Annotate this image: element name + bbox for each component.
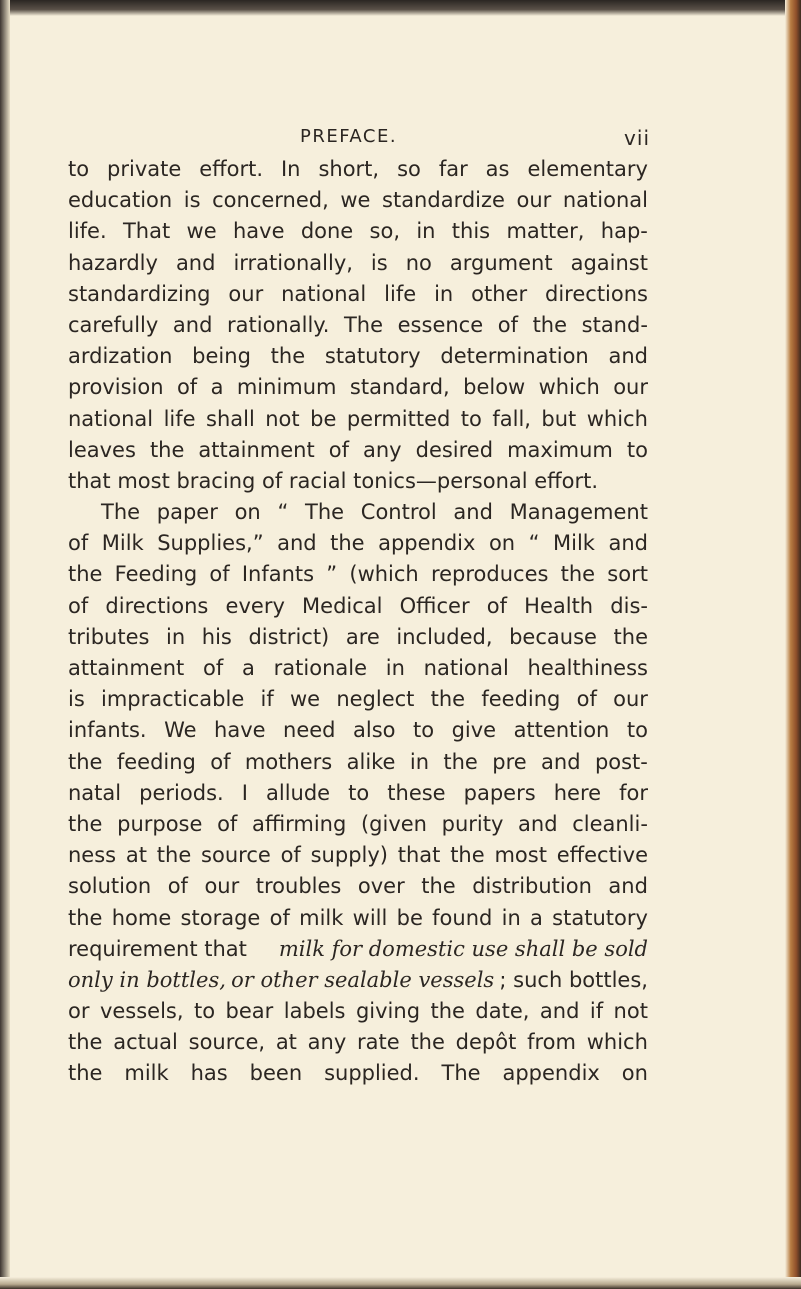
page-number: vii bbox=[624, 126, 650, 150]
text-line: natal periods. I allude to these papers here for bbox=[68, 780, 648, 805]
text-line: ardization being the statutory determination and bbox=[68, 344, 648, 369]
text-line: life. That we have done so, in this matter, hap- bbox=[68, 219, 648, 244]
running-head bbox=[300, 116, 660, 148]
text-line-mixed: only in bottles, or other sealable vessels ; such bottles, bbox=[68, 965, 648, 996]
emphasis-text: only in bottles, bbox=[68, 967, 226, 992]
text-line: ness at the source of supply) that the most effective bbox=[68, 843, 648, 868]
text-line: hazardly and irrationally, is no argument against bbox=[68, 250, 648, 275]
text-line: the Feeding of Infants ” (which reproduces the sort bbox=[68, 562, 648, 587]
text-line: solution of our troubles over the distribution and bbox=[68, 874, 648, 899]
text-line: the actual source, at any rate the depôt from which bbox=[68, 1030, 648, 1055]
text-line: leaves the attainment of any desired maximum to bbox=[68, 437, 648, 462]
text-line: standardizing our national life in other directions bbox=[68, 281, 648, 306]
text-line: the purpose of affirming (given purity and cleanli- bbox=[68, 811, 648, 836]
text-line: to private effort. In short, so far as elementary bbox=[68, 157, 648, 181]
emphasis-text: or other sealable vessels bbox=[231, 967, 495, 992]
body-text bbox=[68, 154, 648, 1090]
text-line-mixed: requirement that milk for domestic use shall be sold bbox=[68, 934, 648, 965]
text-line: the feeding of mothers alike in the pre and post- bbox=[68, 749, 648, 774]
bottom-scan-edge bbox=[0, 1277, 801, 1289]
emphasis-text: milk for domestic use shall be sold bbox=[278, 936, 648, 961]
text-line: provision of a minimum standard, below which our bbox=[68, 375, 648, 400]
running-title: PREFACE. bbox=[300, 126, 398, 147]
text-line: tributes in his district) are included, because the bbox=[68, 624, 648, 649]
text-line: attainment of a rationale in national healthiness bbox=[68, 656, 648, 680]
text-line: the milk has been supplied. The appendix on bbox=[68, 1061, 648, 1086]
right-book-edge bbox=[785, 0, 801, 1289]
text-line: education is concerned, we standardize our national bbox=[68, 188, 648, 213]
text-line: is impracticable if we neglect the feeding of our bbox=[68, 687, 648, 712]
text-line: or vessels, to bear labels giving the date, and if not bbox=[68, 999, 648, 1024]
text-line: carefully and rationally. The essence of the stand- bbox=[68, 312, 648, 337]
text-line-indented: The paper on “ The Control and Management bbox=[101, 500, 648, 525]
text-line: of Milk Supplies,” and the appendix on “ Milk and bbox=[68, 531, 648, 556]
text-line: national life shall not be permitted to fall, but which bbox=[68, 406, 648, 431]
text-line: of directions every Medical Officer of Health dis- bbox=[68, 593, 648, 618]
text-line: that most bracing of racial tonics—personal effort. bbox=[68, 468, 599, 493]
text-line: infants. We have need also to give attention to bbox=[68, 718, 648, 743]
text-line: the home storage of milk will be found in a statutory bbox=[68, 905, 648, 930]
left-scan-edge bbox=[0, 0, 10, 1289]
top-scan-edge bbox=[0, 0, 801, 16]
